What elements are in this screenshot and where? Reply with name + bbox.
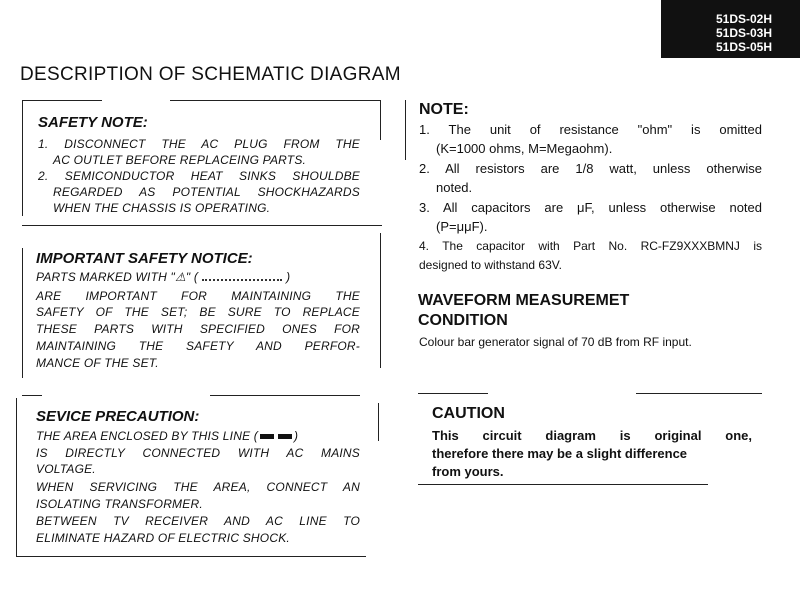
divider: [22, 225, 382, 226]
divider: [22, 100, 102, 101]
important-safety-line: SAFETY OF THE SET; BE SURE TO REPLACE: [36, 305, 360, 319]
important-safety-line: PARTS MARKED WITH "⚠" ( ): [36, 270, 291, 284]
divider: [636, 393, 762, 394]
divider: [380, 100, 381, 140]
safety-note-line: REGARDED AS POTENTIAL SHOCKHAZARDS: [53, 185, 360, 199]
important-safety-line: MANCE OF THE SET.: [36, 356, 159, 370]
model-number: 51DS-05H: [715, 40, 772, 54]
service-precaution-heading: SEVICE PRECAUTION:: [36, 408, 200, 425]
divider: [22, 100, 23, 216]
divider: [418, 393, 488, 394]
safety-note-line: AC OUTLET BEFORE REPLACEING PARTS.: [53, 153, 307, 167]
safety-note-line: WHEN THE CHASSIS IS OPERATING.: [53, 201, 271, 215]
divider: [16, 398, 17, 556]
waveform-heading: CONDITION: [418, 312, 508, 329]
important-safety-heading: IMPORTANT SAFETY NOTICE:: [36, 250, 253, 267]
waveform-heading: WAVEFORM MEASUREMET: [418, 292, 630, 309]
caution-line: This circuit diagram is original one,: [432, 428, 752, 443]
note-line: (K=1000 ohms, M=Megaohm).: [436, 141, 613, 156]
line-marker-icon: [278, 434, 292, 439]
divider: [170, 100, 380, 101]
safety-note-line: 1. DISCONNECT THE AC PLUG FROM THE: [38, 137, 360, 151]
service-precaution-line: ISOLATING TRANSFORMER.: [36, 497, 203, 511]
line-marker-icon: [260, 434, 274, 439]
divider: [418, 484, 708, 485]
note-heading: NOTE:: [419, 101, 469, 118]
caution-line: from yours.: [432, 464, 504, 479]
note-line: 1. The unit of resistance "ohm" is omitted: [419, 122, 762, 137]
safety-mark-icon: [202, 271, 282, 281]
note-line: 3. All capacitors are μF, unless otherwise noted: [419, 200, 762, 215]
service-precaution-line: ELIMINATE HAZARD OF ELECTRIC SHOCK.: [36, 531, 290, 545]
service-precaution-line: WHEN SERVICING THE AREA, CONNECT AN: [36, 480, 360, 494]
important-safety-line: THESE PARTS WITH SPECIFIED ONES FOR: [36, 322, 360, 336]
service-precaution-line: IS DIRECTLY CONNECTED WITH AC MAINS: [36, 446, 360, 460]
note-line: (P=μμF).: [436, 219, 488, 234]
model-number: 51DS-03H: [715, 26, 772, 40]
page-title: DESCRIPTION OF SCHEMATIC DIAGRAM: [20, 64, 401, 85]
service-precaution-line: BETWEEN TV RECEIVER AND AC LINE TO: [36, 514, 360, 528]
safety-note-line: 2. SEMICONDUCTOR HEAT SINKS SHOULDBE: [38, 169, 360, 183]
note-line: noted.: [436, 180, 473, 195]
divider: [22, 248, 23, 378]
caution-line: therefore there may be a slight difference: [432, 446, 688, 461]
model-number-block: [661, 0, 800, 58]
service-precaution-line: THE AREA ENCLOSED BY THIS LINE ( ): [36, 429, 299, 443]
important-safety-line: ARE IMPORTANT FOR MAINTAINING THE: [36, 289, 360, 303]
divider: [22, 395, 42, 396]
waveform-text: Colour bar generator signal of 70 dB from RF input.: [419, 335, 692, 349]
divider: [210, 395, 360, 396]
divider: [16, 556, 366, 557]
note-line: designed to withstand 63V.: [419, 258, 562, 272]
service-precaution-line: VOLTAGE.: [36, 462, 96, 476]
important-safety-line: MAINTAINING THE SAFETY AND PERFOR-: [36, 339, 360, 353]
divider: [378, 403, 379, 441]
model-number: 51DS-02H: [715, 12, 772, 26]
divider: [380, 233, 381, 368]
note-line: 4. The capacitor with Part No. RC-FZ9XXXBMNJ is: [419, 239, 762, 253]
caution-heading: CAUTION: [432, 405, 505, 422]
safety-note-heading: SAFETY NOTE:: [38, 114, 148, 131]
divider: [405, 100, 406, 160]
note-line: 2. All resistors are 1/8 watt, unless otherwise: [419, 161, 762, 176]
